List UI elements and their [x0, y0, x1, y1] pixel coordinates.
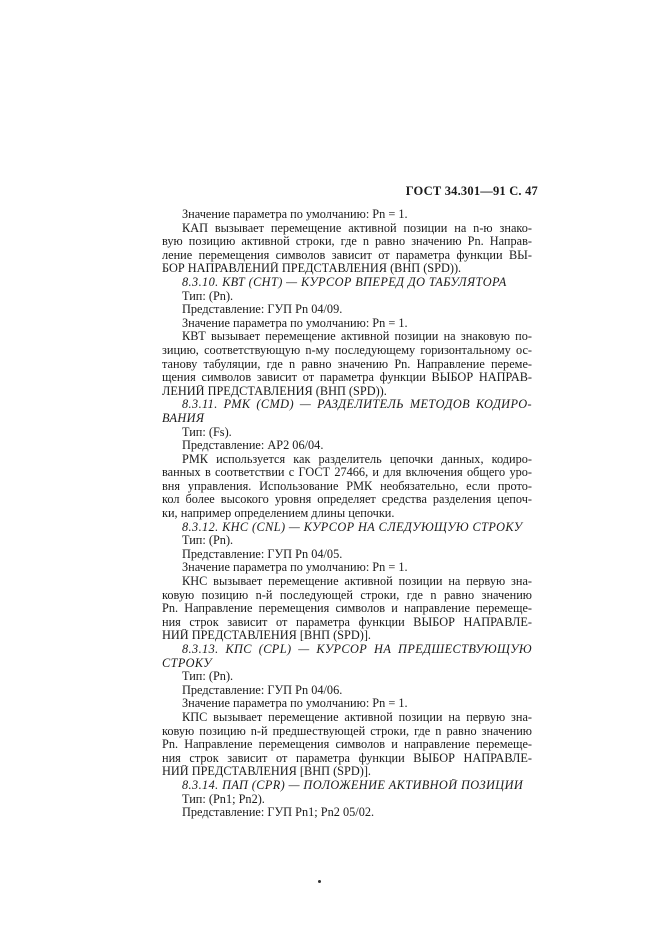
- text-line: Значение параметра по умолчанию: Pn = 1.: [182, 697, 408, 711]
- text-line: РМК используется как разделитель цепочки данных, кодиро-: [182, 452, 532, 466]
- text-line: Тип: (Fs).: [182, 425, 232, 439]
- text-line: НИЙ ПРЕДСТАВЛЕНИЯ [ВНП (SPD)].: [162, 765, 371, 779]
- text-line: ния строк зависит от параметра функции ВЫБОР НАПРАВЛЕ-: [162, 751, 532, 765]
- page-header: ГОСТ 34.301—91 С. 47: [405, 184, 538, 198]
- document-body: [162, 208, 532, 820]
- text-line: ЛЕНИЙ ПРЕДСТАВЛЕНИЯ (ВНП (SPD)).: [162, 384, 387, 398]
- text-line: Представление: ГУП Pn 04/05.: [182, 547, 343, 561]
- section-heading-line: 8.3.13. КПС (CPL) — КУРСОР НА ПРЕДШЕСТВУЮЩУЮ: [182, 643, 532, 656]
- text-line: кол более высокого уровня определяет средства разделения цепоч-: [162, 493, 532, 507]
- section-heading-line: ВАНИЯ: [162, 411, 205, 425]
- text-line: КАП вызывает перемещение активной позиции на n-ю знако-: [182, 221, 532, 235]
- text-line: вую позицию активной строки, где n равно значению Pn. Направ-: [162, 235, 532, 249]
- section-heading-line: 8.3.12. КНС (CNL) — КУРСОР НА СЛЕДУЮЩУЮ СТРОКУ: [182, 520, 523, 534]
- text-line: Тип: (Pn1; Pn2).: [182, 792, 265, 806]
- text-line: ковую позицию n-й предшествующей строки, где n равно значению: [162, 724, 532, 738]
- text-line: НИЙ ПРЕДСТАВЛЕНИЯ [ВНП (SPD)].: [162, 629, 371, 643]
- section-heading-line: 8.3.11. РМК (CMD) — РАЗДЕЛИТЕЛЬ МЕТОДОВ КОДИРО-: [182, 398, 532, 412]
- text-line: БОР НАПРАВЛЕНИЙ ПРЕДСТАВЛЕНИЯ (ВНП (SPD)).: [162, 262, 462, 276]
- section-heading-line: СТРОКУ: [162, 656, 212, 670]
- text-line: Pn. Направление перемещения символов и направление перемеще-: [162, 602, 532, 616]
- section-heading-line: 8.3.10. КВТ (CHT) — КУРСОР ВПЕРЕД ДО ТАБУЛЯТОРА: [182, 275, 507, 289]
- text-line: щения символов зависит от параметра функции ВЫБОР НАПРАВ-: [162, 371, 532, 385]
- text-line: КПС вызывает перемещение активной позиции на первую зна-: [182, 710, 532, 724]
- text-line: зицию, соответствующую n-му последующему горизонтальному ос-: [162, 343, 532, 357]
- section-heading-line: 8.3.14. ПАП (CPR) — ПОЛОЖЕНИЕ АКТИВНОЙ ПОЗИЦИИ: [182, 778, 524, 792]
- text-line: ковую позицию n-й последующей строки, где n равно значению: [162, 588, 532, 602]
- text-line: КНС вызывает перемещение активной позиции на первую зна-: [182, 575, 532, 589]
- text-line: КВТ вызывает перемещение активной позиции на знаковую по-: [182, 330, 532, 344]
- text-line: ки, например определением длины цепочки.: [162, 507, 395, 521]
- scan-dot: [318, 880, 321, 883]
- text-line: Представление: AP2 06/04.: [182, 439, 324, 453]
- text-line: Тип: (Pn).: [182, 670, 234, 684]
- text-line: Представление: ГУП Pn1; Pn2 05/02.: [182, 806, 375, 820]
- text-line: Тип: (Pn).: [182, 289, 234, 303]
- text-line: ния строк зависит от параметра функции ВЫБОР НАПРАВЛЕ-: [162, 615, 532, 629]
- text-line: Представление: ГУП Pn 04/06.: [182, 683, 343, 697]
- text-line: Значение параметра по умолчанию: Pn = 1.: [182, 316, 408, 330]
- text-line: танову табуляции, где n равно значению Pn. Направление переме-: [162, 357, 532, 371]
- text-line: Представление: ГУП Pn 04/09.: [182, 303, 343, 317]
- text-line: вня управления. Использование РМК необязательно, если прото-: [162, 479, 532, 493]
- text-line: Pn. Направление перемещения символов и направление перемеще-: [162, 738, 532, 752]
- text-line: ление перемещения символов зависит от параметра функции ВЫ-: [162, 248, 532, 262]
- text-line: ванных в соответствии с ГОСТ 27466, и для включения общего уро-: [162, 466, 532, 480]
- text-line: Значение параметра по умолчанию: Pn = 1.: [182, 561, 408, 575]
- text-line: Значение параметра по умолчанию: Pn = 1.: [182, 208, 408, 221]
- text-line: Тип: (Pn).: [182, 534, 234, 548]
